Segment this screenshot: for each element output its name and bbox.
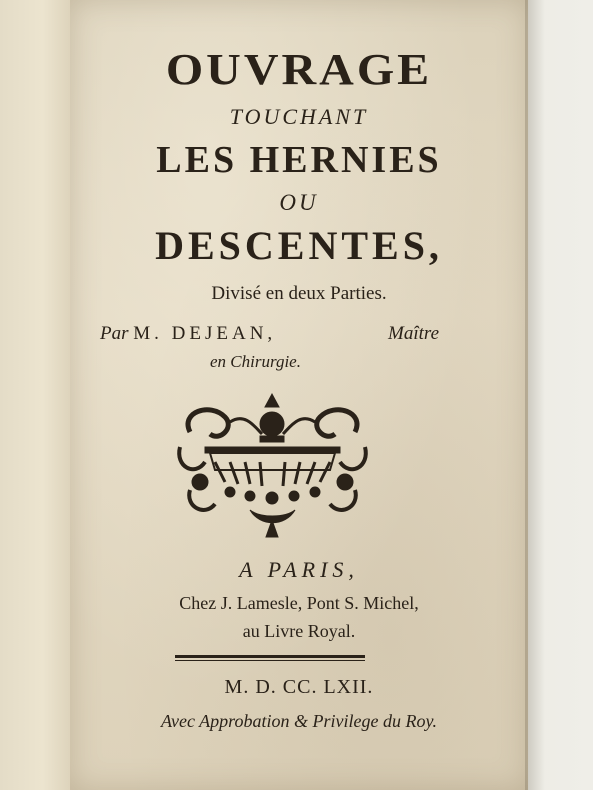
- double-rule-thin: [175, 660, 365, 661]
- facing-page: [0, 0, 78, 790]
- title-page: [70, 0, 528, 790]
- title-touchant: TOUCHANT: [229, 104, 369, 129]
- double-rule-thick: [175, 655, 365, 658]
- imprint-shop-sign: au Livre Royal.: [242, 621, 356, 641]
- title-ou: OU: [279, 190, 319, 215]
- subtitle: Divisé en deux Parties.: [211, 283, 387, 304]
- title-les-hernies: LES HERNIES: [156, 139, 442, 181]
- privilege-line: Avec Approbation & Privilege du Roy.: [161, 711, 437, 731]
- title-ouvrage: OUVRAGE: [165, 45, 433, 94]
- author-role: Maître: [388, 323, 440, 344]
- author-prefix: Par: [100, 323, 129, 344]
- imprint-publisher: Chez J. Lamesle, Pont S. Michel,: [179, 593, 419, 613]
- imprint-place: A PARIS,: [239, 557, 359, 582]
- imprint-year: M. D. CC. LXII.: [224, 676, 374, 698]
- author-line: [100, 323, 500, 345]
- author-name: M. DEJEAN,: [133, 323, 277, 344]
- page-edge-shadow: [525, 0, 545, 790]
- title-descentes: DESCENTES,: [155, 223, 443, 268]
- author-role-continued: en Chirurgie.: [210, 352, 301, 371]
- printer-vignette-ornament: [170, 392, 375, 542]
